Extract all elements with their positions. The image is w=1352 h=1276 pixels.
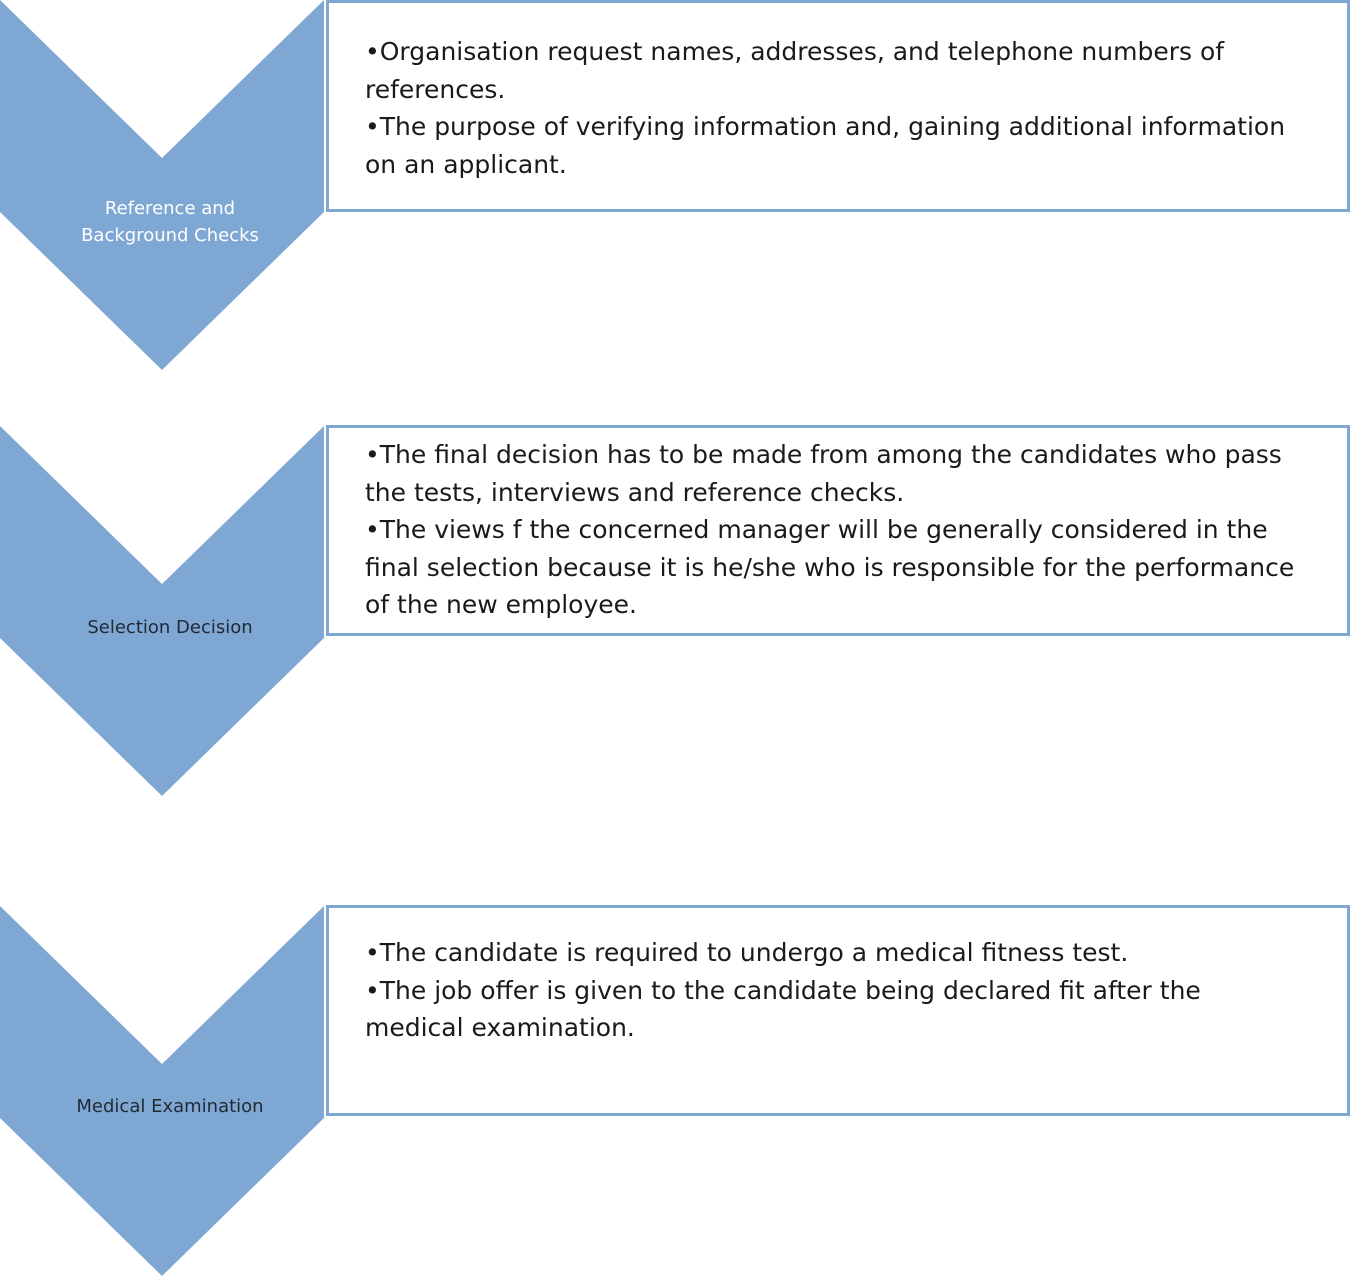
bullet-text: •Organisation request names, addresses, and telephone numbers of references. — [365, 37, 1225, 104]
stage-label-selection-decision: Selection Decision — [87, 617, 253, 638]
stage-label-medical-examination: Medical Examination — [76, 1096, 264, 1117]
bullet-text: •The candidate is required to undergo a medical fitness test. — [365, 938, 1129, 967]
detail-box-selection-decision — [326, 425, 1350, 636]
bullet-text: •The final decision has to be made from among the candidates who pass the tests, interviews and reference checks. — [365, 440, 1282, 507]
detail-box-medical-examination — [326, 905, 1350, 1116]
chevron-reference-checks — [0, 0, 324, 370]
detail-box-reference-checks — [326, 0, 1350, 212]
bullet-text: •The purpose of verifying information and, gaining additional information on an applicant. — [365, 112, 1286, 179]
stage-label-reference-checks: Reference and Background Checks — [81, 198, 259, 246]
chevron-selection-decision — [0, 426, 324, 796]
chevron-medical-examination — [0, 906, 324, 1276]
bullet-text: •The job offer is given to the candidate being declared fit after the medical examination. — [365, 975, 1201, 1042]
bullet-text: •The views f the concerned manager will be generally considered in the final selection because it is he/she who is responsible for the performance of the new employee. — [365, 515, 1295, 619]
